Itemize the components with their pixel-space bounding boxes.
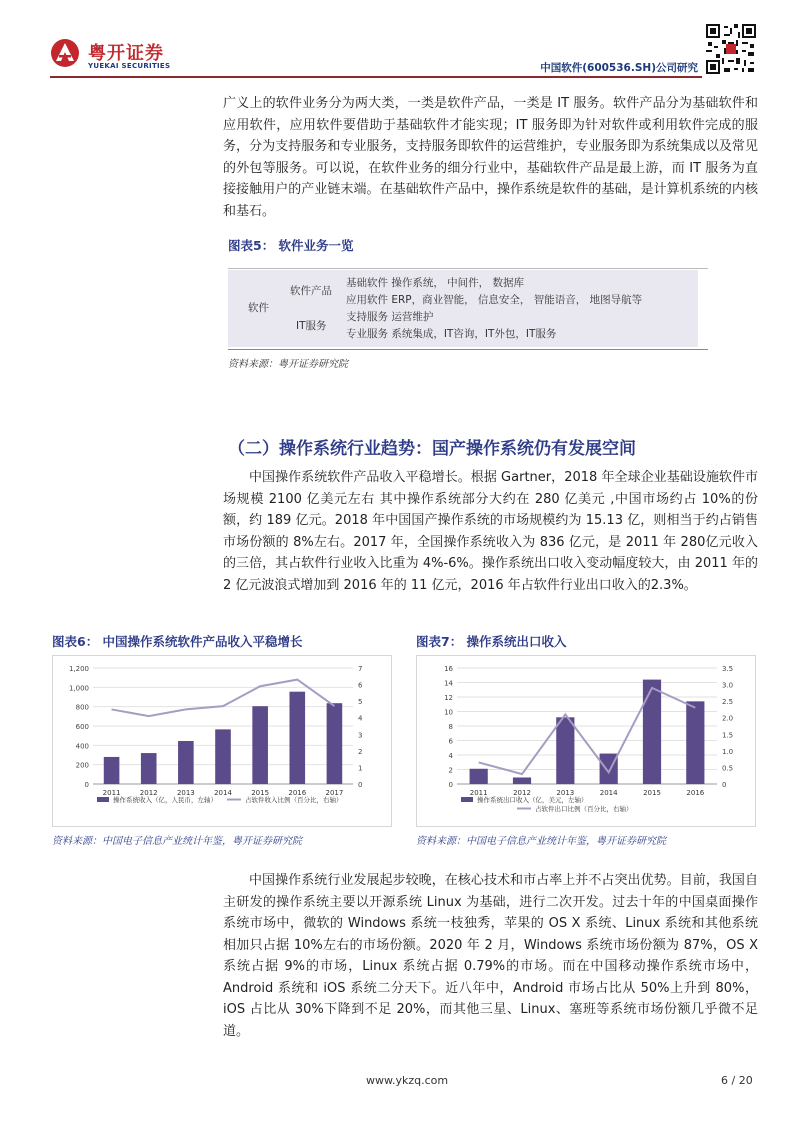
table-row-basic-software: 基础软件 操作系统， 中间件， 数据库 bbox=[346, 277, 525, 289]
software-business-table bbox=[228, 270, 698, 347]
x-axis-tick-label: 2013 bbox=[556, 789, 575, 797]
table-row-professional-service: 专业服务 系统集成，IT咨询，IT外包，IT服务 bbox=[346, 328, 557, 340]
left-axis-tick-label: 0 bbox=[448, 781, 453, 789]
bar bbox=[470, 769, 488, 784]
right-axis-tick-label: 0 bbox=[358, 781, 363, 789]
x-axis-tick-label: 2016 bbox=[288, 789, 307, 797]
right-axis-tick-label: 0.5 bbox=[722, 764, 734, 773]
os-market-paragraph: 中国操作系统软件产品收入平稳增长。根据 Gartner，2018 年全球企业基础设施软件市场规模 2100 亿美元左右 其中操作系统部分大约在 280 亿美元 ,中国市场约占 10%的份额，约 189 亿元。2018 年中国国产操作系统的市场规模约为 15.13 亿，则相当于约占销售市场份额的 8%左右。2017 年，全国操作系统收入为 836 亿元，是 2011 年 280亿元收入的三倍，其占软件行业收入比重为 4%-6%。操作系统出口收入变动幅度较大，由 2011 年的 2 亿元波浪式增加到 2016 年的 11 亿元，2016 年占软件行业出口收入的2.3%。 bbox=[223, 470, 758, 593]
bar bbox=[215, 729, 231, 784]
report-title: 中国软件(600536.SH)公司研究 bbox=[540, 62, 698, 74]
figure7-title: 图表7： 操作系统出口收入 bbox=[416, 634, 567, 649]
legend-bar-label: 操作系统出口收入（亿，美元，左轴） bbox=[477, 796, 588, 804]
page-number: 6 / 20 bbox=[721, 1074, 753, 1087]
bar bbox=[513, 777, 531, 784]
table-root-cell: 软件 bbox=[248, 302, 269, 314]
section-heading: （二）操作系统行业趋势：国产操作系统仍有发展空间 bbox=[228, 439, 636, 459]
figure7-chart-frame bbox=[416, 655, 756, 827]
right-axis-tick-label: 1.5 bbox=[722, 731, 734, 740]
x-axis-tick-label: 2015 bbox=[643, 789, 661, 797]
table-row-app-software: 应用软件 ERP，商业智能， 信息安全， 智能语音， 地图导航等 bbox=[346, 294, 643, 306]
table-row-support-service: 支持服务 运营维护 bbox=[346, 311, 434, 323]
x-axis-tick-label: 2014 bbox=[599, 789, 618, 797]
right-axis-tick-label: 1.0 bbox=[722, 747, 734, 756]
left-axis-tick-label: 600 bbox=[75, 723, 89, 731]
figure6-chart-frame bbox=[52, 655, 392, 827]
bar bbox=[556, 717, 574, 784]
x-axis-tick-label: 2016 bbox=[686, 789, 705, 797]
bar bbox=[104, 757, 120, 784]
bar bbox=[141, 753, 157, 784]
figure5-title: 图表5： 软件业务一览 bbox=[228, 238, 354, 253]
bar bbox=[178, 741, 194, 784]
logo-name: 粤开证券 bbox=[88, 43, 164, 64]
bar bbox=[686, 701, 704, 784]
right-axis-tick-label: 2.0 bbox=[722, 714, 734, 723]
figure5-source: 资料来源：粤开证券研究院 bbox=[228, 359, 348, 370]
right-axis-tick-label: 1 bbox=[358, 764, 363, 773]
logo-english-name: YUEKAI SECURITIES bbox=[88, 62, 171, 70]
footer-website[interactable]: www.ykzq.com bbox=[366, 1074, 449, 1087]
x-axis-tick-label: 2012 bbox=[139, 789, 158, 797]
company-logo-icon bbox=[50, 38, 80, 68]
legend-line-label: 占软件出口比例（百分比，右轴） bbox=[535, 805, 633, 813]
right-axis-tick-label: 3.0 bbox=[722, 681, 734, 690]
right-axis-tick-label: 5 bbox=[358, 698, 363, 707]
x-axis-tick-label: 2017 bbox=[325, 789, 344, 797]
right-axis-tick-label: 3.5 bbox=[722, 665, 734, 673]
bar bbox=[289, 692, 305, 784]
x-axis-tick-label: 2013 bbox=[176, 789, 195, 797]
intro-paragraph: 广义上的软件业务分为两大类，一类是软件产品，一类是 IT 服务。软件产品分为基础软件和应用软件，应用软件要借助于基础软件才能实现；IT 服务即为针对软件或利用软件完成的服务，分为支持服务和专业服务，支持服务即软件的运营维护，专业服务即为系统集成以及常见的外包等服务。可以说，在软件业务的细分行业中，基础软件产品是最上游，而 IT 服务为直接接触用户的产业链末端。在基础软件产品中，操作系统是软件的基础，是计算机系统的内核和基石。 bbox=[223, 96, 758, 219]
right-axis-tick-label: 2 bbox=[358, 747, 363, 756]
left-axis-tick-label: 1,000 bbox=[68, 684, 89, 693]
left-axis-tick-label: 14 bbox=[444, 679, 453, 688]
x-axis-tick-label: 2015 bbox=[251, 789, 270, 797]
figure7-source: 资料来源：中国电子信息产业统计年鉴，粤开证券研究院 bbox=[416, 836, 666, 847]
legend-bar-swatch bbox=[97, 797, 109, 802]
os-export-chart bbox=[417, 656, 755, 826]
left-axis-tick-label: 800 bbox=[75, 703, 89, 712]
figure6-title: 图表6： 中国操作系统软件产品收入平稳增长 bbox=[52, 634, 303, 649]
bar bbox=[327, 703, 343, 784]
x-axis-tick-label: 2011 bbox=[469, 789, 488, 797]
left-axis-tick-label: 200 bbox=[75, 761, 89, 770]
left-axis-tick-label: 400 bbox=[75, 742, 89, 751]
x-axis-tick-label: 2012 bbox=[513, 789, 531, 797]
figure6-source: 资料来源：中国电子信息产业统计年鉴，粤开证券研究院 bbox=[52, 836, 302, 847]
right-axis-tick-label: 2.5 bbox=[722, 698, 734, 707]
left-axis-tick-label: 16 bbox=[444, 665, 453, 673]
left-axis-tick-label: 6 bbox=[448, 737, 453, 746]
right-axis-tick-label: 3 bbox=[358, 731, 363, 740]
series-line bbox=[479, 688, 696, 774]
left-axis-tick-label: 2 bbox=[448, 766, 453, 775]
x-axis-tick-label: 2014 bbox=[214, 789, 232, 797]
bar bbox=[643, 680, 661, 784]
left-axis-tick-label: 1,200 bbox=[68, 665, 89, 673]
left-axis-tick-label: 8 bbox=[448, 723, 453, 731]
left-axis-tick-label: 10 bbox=[444, 708, 453, 717]
table-product-cell: 软件产品 bbox=[290, 285, 332, 297]
right-axis-tick-label: 0 bbox=[722, 781, 727, 789]
legend-bar-swatch bbox=[461, 797, 473, 802]
qr-code-icon bbox=[706, 24, 756, 74]
table-bottom-rule bbox=[228, 349, 708, 350]
right-axis-tick-label: 4 bbox=[358, 714, 363, 723]
bar bbox=[252, 706, 268, 784]
header-divider bbox=[50, 76, 702, 78]
legend-line-label: 占软件收入比例（百分比，右轴） bbox=[245, 796, 343, 804]
os-competition-paragraph: 中国操作系统行业发展起步较晚，在核心技术和市占率上并不占突出优势。目前，我国自主研发的操作系统主要以开源系统 Linux 为基础，进行二次开发。过去十年的中国桌面操作系统市场中，微软的 Windows 系统一枝独秀，苹果的 OS X 系统、Linux 系统和其他系统相加只占据 10%左右的市场份额。2020 年 2 月，Windows 系统市场份额为 87%，OS X 系统占据 9%的市场，Linux 系统占据 0.79%的市场。而在中国移动操作系统市场中，Android 系统和 iOS 系统二分天下。近八年中，Android 市场占比从 50%上升到 80%，iOS 占比从 30%下降到不足 20%，而其他三星、Linux、塞班等系统市场份额几乎微不足道。 bbox=[223, 873, 758, 1039]
table-top-rule bbox=[228, 268, 708, 269]
left-axis-tick-label: 12 bbox=[444, 694, 453, 702]
x-axis-tick-label: 2011 bbox=[102, 789, 121, 797]
os-revenue-chart bbox=[53, 656, 391, 826]
table-it-cell: IT服务 bbox=[296, 320, 327, 332]
right-axis-tick-label: 6 bbox=[358, 681, 363, 690]
left-axis-tick-label: 4 bbox=[448, 752, 453, 760]
legend-bar-label: 操作系统收入（亿，人民币，左轴） bbox=[113, 796, 217, 804]
right-axis-tick-label: 7 bbox=[358, 665, 363, 673]
left-axis-tick-label: 0 bbox=[84, 781, 89, 789]
